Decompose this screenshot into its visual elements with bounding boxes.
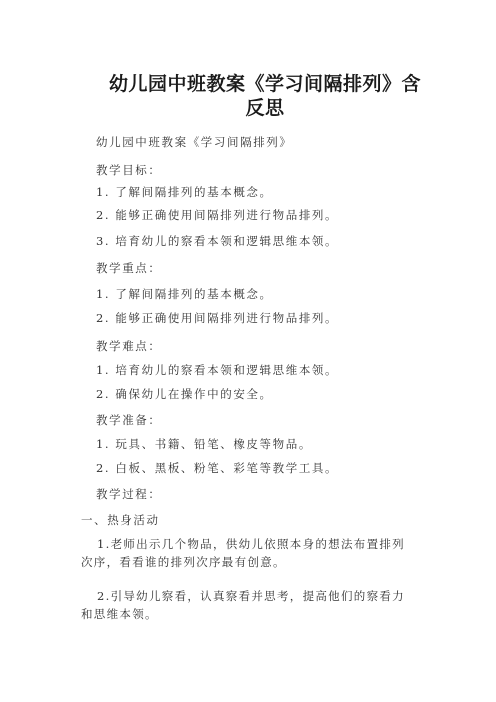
section-heading-process: 教学过程： (96, 487, 162, 501)
list-item: 1. 培育幼儿的察看本领和逻辑思维本领。 (96, 363, 339, 377)
list-item: 3. 培育幼儿的察看本领和逻辑思维本领。 (96, 234, 339, 248)
list-item: 2. 能够正确使用间隔排列进行物品排列。 (96, 208, 339, 222)
section-heading-difficulties: 教学难点： (96, 339, 162, 353)
list-item: 1. 了解间隔排列的基本概念。 (96, 287, 273, 301)
section-heading-key-points: 教学重点： (96, 261, 162, 275)
document-title: 幼儿园中班教案《学习间隔排列》含反思 (108, 73, 421, 119)
list-item: 2. 白板、黑板、粉笔、彩笔等教学工具。 (96, 461, 339, 475)
list-item: 2. 确保幼儿在操作中的安全。 (96, 387, 273, 401)
section-heading-objectives: 教学目标： (96, 163, 162, 177)
list-item: 1. 玩具、书籍、铅笔、橡皮等物品。 (96, 437, 312, 451)
list-item: 1. 了解间隔排列的基本概念。 (96, 185, 273, 199)
section-heading-preparation: 教学准备： (96, 413, 162, 427)
subsection-heading: 一、热身活动 (81, 513, 160, 527)
subtitle-line: 幼儿园中班教案《学习间隔排列》 (96, 135, 293, 149)
list-item: 2. 能够正确使用间隔排列进行物品排列。 (96, 311, 339, 325)
paragraph: 1.老师出示几个物品，供幼儿依照本身的想法布置排列次序，看看谁的排列次序最有创意。 (81, 537, 405, 569)
paragraph: 2.引导幼儿察看，认真察看并思考，提高他们的察看力和思维本领。 (81, 589, 405, 621)
